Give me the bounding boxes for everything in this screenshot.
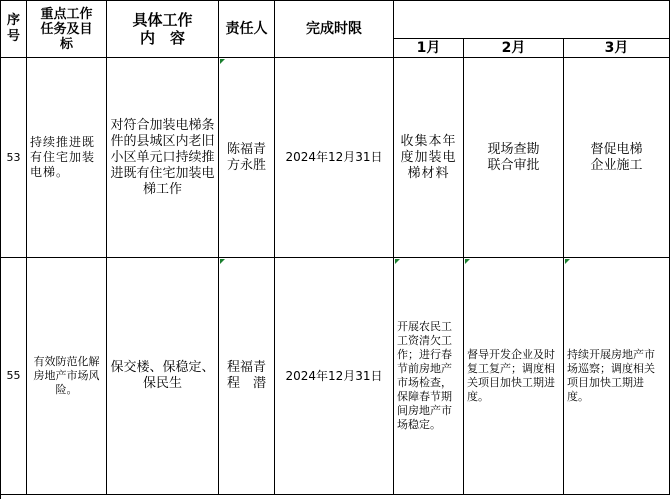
row-55-seq: 55 [1,258,27,495]
comment-marker-icon [565,259,570,264]
row-55-month-1: 开展农民工工资清欠工作；进行春节前房地产市场检查，保障春节期间房地产市场稳定。 [394,258,464,495]
comment-marker-icon [465,259,470,264]
row-55-deadline: 2024年12月31日 [275,258,394,495]
header-owner: 责任人 [219,1,275,58]
row-53-work: 对符合加装电梯条件的县城区内老旧小区单元口持续推进既有住宅加装电梯工作 [107,58,219,258]
header-seq: 序号 [1,1,27,58]
header-month-1: 1月 [394,39,464,58]
header-month-3: 3月 [564,39,670,58]
row-53-task: 持续推进既有住宅加装电梯。 [27,58,107,258]
row-53-month-1: 收集本年度加装电梯材料 [394,58,464,258]
comment-marker-icon [395,259,400,264]
row-53-owner: 陈福青方永胜 [219,58,275,258]
header-deadline: 完成时限 [275,1,394,58]
header-months-span [394,1,670,39]
row-55-task: 有效防范化解房地产市场风险。 [27,258,107,495]
row-55-owner: 程福青程 潜 [219,258,275,495]
row-55-month-3: 持续开展房地产市场巡察；调度相关项目加快工期进度。 [564,258,670,495]
header-work: 具体工作 内 容 [107,1,219,58]
row-53-seq: 53 [1,58,27,258]
row-55-month-2: 督导开发企业及时复工复产；调度相关项目加快工期进度。 [464,258,564,495]
header-task: 重点工作任务及目 标 [27,1,107,58]
comment-marker-icon [220,259,225,264]
row-53-deadline: 2024年12月31日 [275,58,394,258]
header-month-2: 2月 [464,39,564,58]
comment-marker-icon [220,59,225,64]
row-53-month-3: 督促电梯企业施工 [564,58,670,258]
row-55-work: 保交楼、保稳定、保民生 [107,258,219,495]
row-53-month-2: 现场查勘联合审批 [464,58,564,258]
